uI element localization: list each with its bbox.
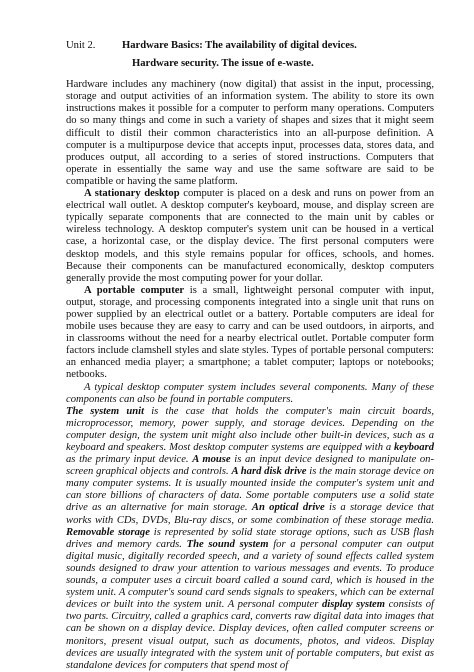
term-mouse: A mouse <box>192 454 231 466</box>
term-display-system: display system <box>321 599 385 611</box>
paragraph-portable-text: is a small, lightweight personal computer with input, output, storage, and processing components integrated into a single unit that runs on power supplied by an electrical outlet or a battery. Portable computers are ideal for mobile uses because they are easy to carry and can be used outdoors, in airports, and in classrooms without the need for a nearby electrical outlet. Portable computer form factors include clamshell styles and slate styles. Types of portable personal computers: an enhanced media player; a smartphone; a tablet computer; laptops or notebooks; netbooks. <box>66 284 435 381</box>
text-span: is represented by solid state storage options, such as USB flash drives and memory cards. <box>66 526 434 550</box>
term-keyboard: keyboard <box>393 442 434 453</box>
text-span: is a storage device that works with CDs, DVDs, Blu-ray discs, or some combination of these storage media. <box>66 502 434 526</box>
heading-row <box>66 40 434 52</box>
paragraph-portable <box>66 285 434 382</box>
text-span: for a personal computer can output digital music, digitally recorded speech, and a variety of sound effects called system sounds designed to draw your attention to various messages and events. To produce sounds, a computer uses a circuit board called a sound card, which is housed in the system unit. A computer's sound card sends signals to speakers, which can be external devices or built into the system unit. A personal computer <box>66 538 434 611</box>
paragraph-desktop <box>66 188 434 285</box>
term-removable-storage: Removable storage <box>66 526 150 538</box>
page-subtitle: Hardware security. The issue of e-waste. <box>132 58 314 70</box>
term-portable-computer: A portable computer <box>84 284 185 296</box>
text-span: consists of two parts. Circuitry, called a graphics card, converts raw digital data into images that can be shown on a display device. Display devices, often called computer screens or monitors, present visual output, such as documents, photos, and videos. Display devices are usually integrated with the system unit of portable computers, but exist as standalone devices for computers that spend most of <box>66 599 434 671</box>
text-span: as the primary input device. <box>66 454 193 466</box>
paragraph-desktop-text: computer is placed on a desk and runs on power from an electrical wall outlet. A desktop computer's keyboard, mouse, and display screen are typically separate components that are connected to the main unit by cables or wireless technology. A desktop computer's system unit can be housed in a vertical case, a horizontal case, or the display device. The first personal computers were desktop models, and this style remains popular for offices, schools, and homes. Because their components can be manufactured economically, desktop computers generally provide the most computing power for your dollar. <box>66 188 434 284</box>
term-optical-drive: An optical drive <box>251 502 325 514</box>
term-sound-system: The sound system <box>186 538 269 550</box>
page-title: Hardware Basics: The availability of digital devices. <box>122 40 357 51</box>
paragraph-hardware-intro: Hardware includes any machinery (now digital) that assist in the input, processing, storage and output activities of an information system. The ability to store its own instructions makes it possible for a computer to perform many operations. Computers do so many things and come in such a variety of shapes and sizes that it might seem difficult to distil their common characteristics into an all-purpose definition. A computer is a multipurpose device that accepts input, processes data, stores data, and produces output, all according to a series of stored instructions. Computers that operate in essentially the same way and use the same software are said to be compatible or having the same platform. <box>66 79 434 187</box>
term-stationary-desktop: A stationary desktop <box>84 188 180 200</box>
text-span: is the main storage device on many computer systems. It is usually mounted inside the computer's system unit and can store billions of characters of data. Some portable computers use a solid state drive as an alternative for main storage. <box>66 466 434 514</box>
term-hard-disk-drive: A hard disk drive <box>231 466 307 478</box>
term-system-unit: The system unit <box>66 405 145 417</box>
text-span: is an input device designed to manipulate on-screen graphical objects and controls. <box>66 454 435 478</box>
unit-label: Unit 2. <box>66 40 96 51</box>
text-span: is the case that holds the computer's main circuit boards, microprocessor, memory, power supply, and storage devices. Depending on the computer design, the system unit might also include other built-in devices, such as a keyboard and speakers. Most desktop computer systems are equipped with a <box>66 405 434 453</box>
paragraph-components-intro: A typical desktop computer system includes several components. Many of these components can also be found in portable computers. <box>66 381 434 405</box>
